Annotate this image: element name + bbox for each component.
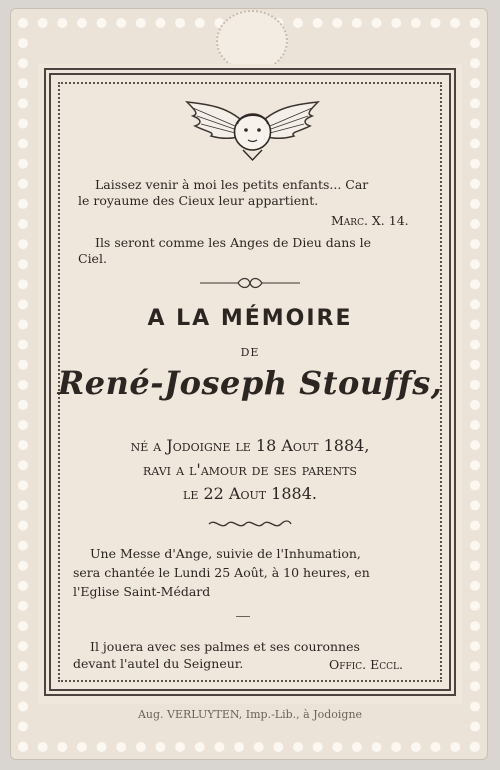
epigraph-reference: Marc. X. 14. — [331, 213, 409, 228]
service-line: l'Eglise Saint-Médard — [73, 584, 211, 599]
service-line: sera chantée le Lundi 25 Août, à 10 heures, en — [73, 565, 370, 580]
service-line: Une Messe d'Ange, suivie de l'Inhumation, — [90, 546, 361, 561]
epigraph-line: Laissez venir à moi les petits enfants... Car — [95, 177, 369, 192]
lace-medallion-ornament — [216, 10, 288, 72]
birth-line: né a Jodoigne le 18 Aout 1884, — [130, 436, 370, 455]
closing-reference: Offic. Eccl. — [329, 657, 403, 672]
death-line: ravi a l'amour de ses parents — [143, 460, 357, 479]
scroll-divider-icon — [205, 518, 295, 530]
closing-line: Il jouera avec ses palmes et ses couronnes — [90, 639, 360, 654]
cherub-icon — [185, 96, 320, 168]
epigraph-line: Ils seront comme les Anges de Dieu dans le — [95, 235, 372, 250]
memorial-de: DE — [240, 346, 260, 359]
epigraph-line: Ciel. — [78, 251, 107, 266]
deceased-name: René-Joseph Stouffs, — [57, 364, 443, 402]
memorial-heading: A LA MÉMOIRE — [147, 306, 353, 331]
short-dash — [236, 616, 250, 617]
epigraph-line: le royaume des Cieux leur appartient. — [78, 193, 319, 208]
death-date: le 22 Aout 1884. — [183, 484, 317, 503]
printer-credit: Aug. VERLUYTEN, Imp.-Lib., à Jodoigne — [137, 708, 363, 721]
closing-line: devant l'autel du Seigneur. — [73, 656, 244, 671]
flourish-divider-icon — [198, 276, 302, 290]
